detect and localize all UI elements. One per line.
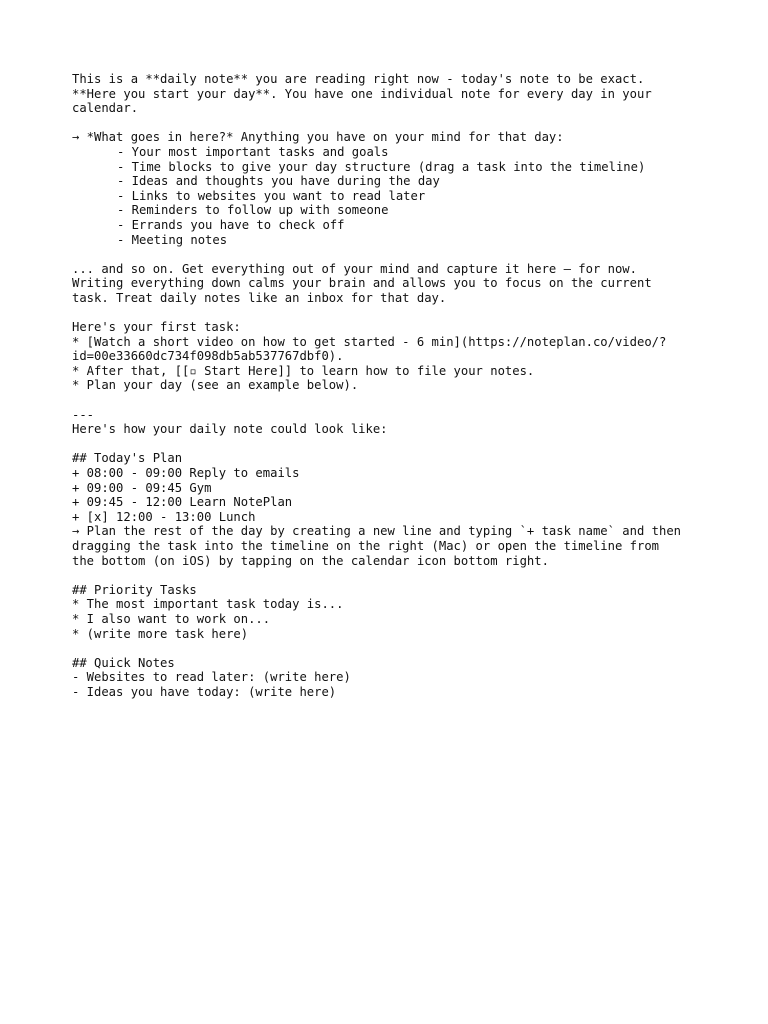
- quick-note-item: - Ideas you have today: (write here): [72, 684, 337, 699]
- separator-line: ---: [72, 407, 95, 422]
- blank-line: [72, 306, 732, 321]
- so-on-line: task. Treat daily notes like an inbox for that day.: [72, 290, 447, 305]
- blank-line: [72, 116, 732, 131]
- priority-tasks-heading: ## Priority Tasks: [72, 582, 197, 597]
- example-intro-line: Here's how your daily note could look like:: [72, 422, 388, 437]
- what-goes-in-item: - Time blocks to give your day structure (drag a task into the timeline): [117, 159, 646, 174]
- time-block-item: + 09:45 - 12:00 Learn NotePlan: [72, 495, 293, 510]
- intro-line: **Here you start your day**. You have one individual note for every day in your: [72, 86, 652, 101]
- start-here-link-task[interactable]: * After that, [[▫ Start Here]] to learn how to file your notes.: [72, 363, 535, 378]
- blank-line: [72, 437, 732, 452]
- daily-note-document: [72, 72, 732, 700]
- so-on-line: ... and so on. Get everything out of your mind and capture it here — for now.: [72, 261, 637, 276]
- plan-instruction-line: → Plan the rest of the day by creating a new line and typing `+ task name` and then: [72, 524, 682, 539]
- time-block-item: + 08:00 - 09:00 Reply to emails: [72, 466, 300, 481]
- quick-note-item: - Websites to read later: (write here): [72, 670, 351, 685]
- first-task-heading: Here's your first task:: [72, 320, 241, 335]
- intro-line: calendar.: [72, 101, 139, 116]
- what-goes-in-item: - Links to websites you want to read later: [117, 188, 426, 203]
- priority-task-item: * I also want to work on...: [72, 611, 271, 626]
- what-goes-in-item: - Your most important tasks and goals: [117, 144, 389, 159]
- blank-line: [72, 393, 732, 408]
- quick-notes-heading: ## Quick Notes: [72, 655, 175, 670]
- blank-line: [72, 247, 732, 262]
- time-block-item: + 09:00 - 09:45 Gym: [72, 480, 212, 495]
- todays-plan-heading: ## Today's Plan: [72, 451, 183, 466]
- plan-instruction-line: the bottom (on iOS) by tapping on the calendar icon bottom right.: [72, 553, 549, 568]
- intro-line: This is a **daily note** you are reading right now - today's note to be exact.: [72, 72, 645, 86]
- what-goes-in-heading: → *What goes in here?* Anything you have on your mind for that day:: [72, 130, 564, 145]
- plan-day-task: * Plan your day (see an example below).: [72, 378, 359, 393]
- priority-task-item: * (write more task here): [72, 626, 249, 641]
- what-goes-in-item: - Reminders to follow up with someone: [117, 203, 389, 218]
- what-goes-in-item: - Errands you have to check off: [117, 217, 345, 232]
- video-link-task[interactable]: * [Watch a short video on how to get started - 6 min](https://noteplan.co/video/?: [72, 334, 667, 349]
- priority-task-item: * The most important task today is...: [72, 597, 344, 612]
- blank-line: [72, 568, 732, 583]
- blank-line: [72, 641, 732, 656]
- time-block-item: + [x] 12:00 - 13:00 Lunch: [72, 509, 256, 524]
- plan-instruction-line: dragging the task into the timeline on the right (Mac) or open the timeline from: [72, 539, 659, 553]
- so-on-line: Writing everything down calms your brain and allows you to focus on the current: [72, 276, 652, 291]
- what-goes-in-item: - Meeting notes: [117, 232, 228, 247]
- video-link-task-continued[interactable]: id=00e33660dc734f098db5ab537767dbf0).: [72, 349, 344, 364]
- what-goes-in-item: - Ideas and thoughts you have during the day: [117, 174, 440, 189]
